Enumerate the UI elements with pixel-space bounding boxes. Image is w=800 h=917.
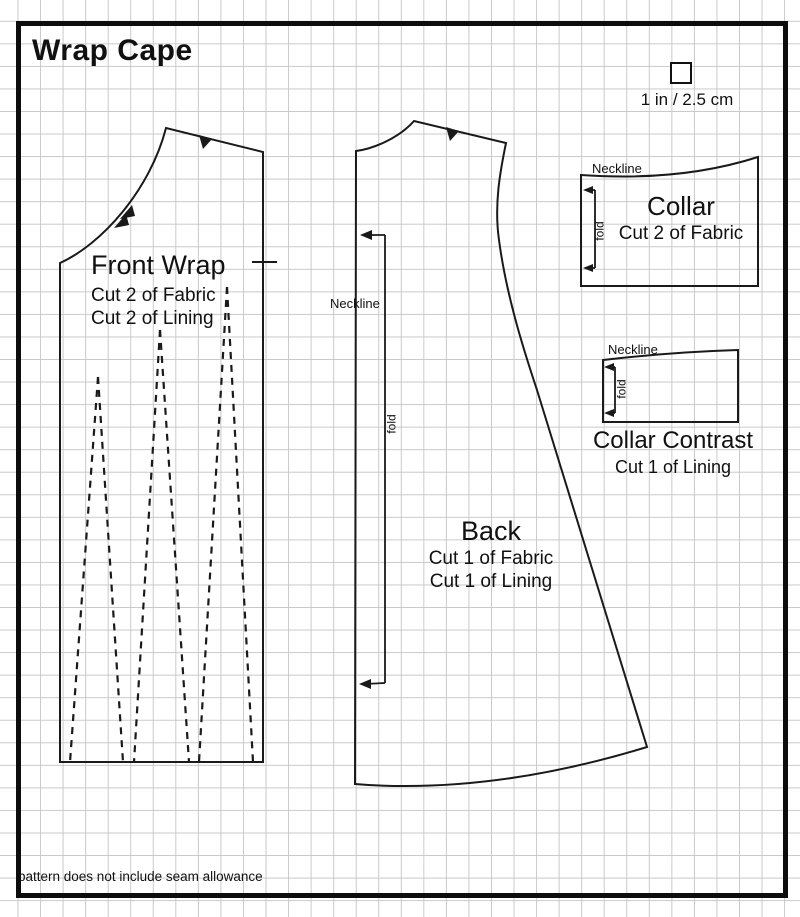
- collar-neckline-label: Neckline: [592, 161, 642, 176]
- back-neckline-label: Neckline: [330, 296, 380, 311]
- collar-contrast-name: Collar Contrast: [592, 427, 754, 454]
- collar-contrast-neckline-label: Neckline: [608, 342, 658, 357]
- front-wrap-name: Front Wrap: [91, 250, 226, 280]
- scale-label: 1 in / 2.5 cm: [640, 90, 734, 109]
- back-fold-label: fold: [384, 414, 399, 434]
- page-title: Wrap Cape: [32, 34, 193, 67]
- back-cut-lining: Cut 1 of Lining: [429, 571, 553, 592]
- front-wrap-cut-lining: Cut 2 of Lining: [91, 308, 214, 329]
- front-wrap-cut-fabric: Cut 2 of Fabric: [91, 285, 216, 306]
- sheet-border: [16, 21, 788, 898]
- back-cut-fabric: Cut 1 of Fabric: [428, 548, 554, 569]
- seam-allowance-note: pattern does not include seam allowance: [18, 869, 263, 884]
- collar-contrast-cut-lining: Cut 1 of Lining: [614, 457, 732, 477]
- collar-cut-fabric: Cut 2 of Fabric: [618, 223, 744, 244]
- collar-fold-label: fold: [592, 221, 607, 241]
- collar-name: Collar: [647, 191, 715, 221]
- back-name: Back: [460, 516, 522, 546]
- collar-contrast-fold-label: fold: [614, 379, 629, 399]
